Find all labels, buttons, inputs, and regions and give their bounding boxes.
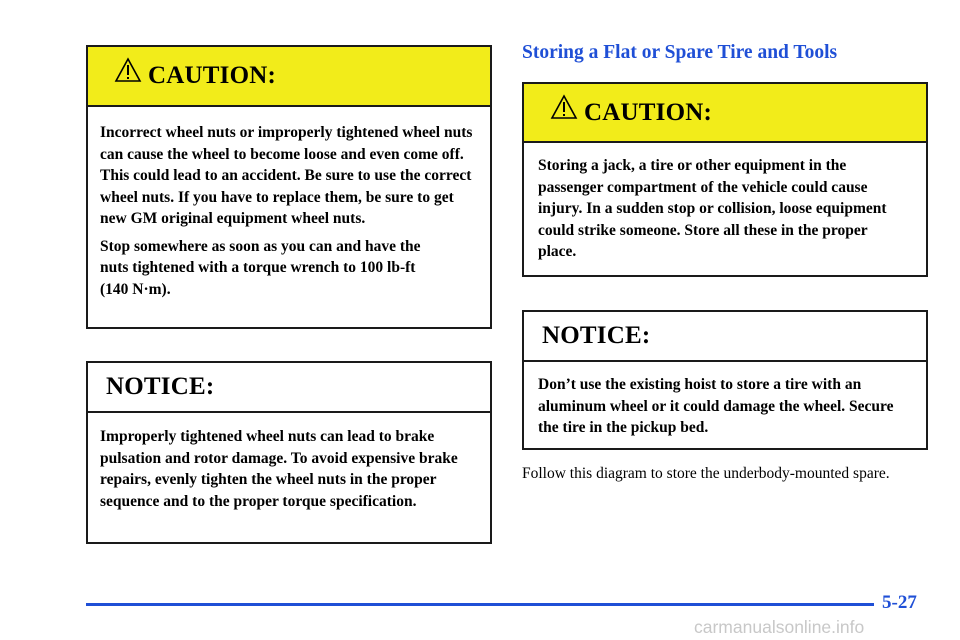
caution-paragraph: Storing a jack, a tire or other equipment in the passenger compartment of the vehicle could cause injury. In a sudden stop or collision, loose equipment could strike someone. Store all these in the proper place.: [538, 157, 887, 260]
footer-rule: [86, 603, 874, 606]
caution-body: [524, 143, 926, 263]
caution-heading: CAUTION:: [584, 98, 712, 126]
hoist-notice-box: [522, 310, 928, 450]
notice-heading: NOTICE:: [542, 322, 651, 349]
notice-heading: NOTICE:: [106, 373, 215, 400]
caution-paragraph: Incorrect wheel nuts or improperly tightened wheel nuts can cause the wheel to become loose and even come off. This could lead to an accident. Be sure to use the correct wheel nuts. If you have to replace them, be sure to get new GM original equipment wheel nuts.: [100, 124, 473, 227]
section-title: Storing a Flat or Spare Tire and Tools: [522, 42, 838, 63]
notice-header: [524, 312, 926, 362]
warning-triangle-icon: [114, 57, 142, 83]
notice-body: [524, 362, 926, 439]
notice-body: [88, 413, 490, 512]
notice-header: [88, 363, 490, 413]
notice-paragraph: Don’t use the existing hoist to store a tire with an aluminum wheel or it could damage the wheel. Secure the tire in the pickup bed.: [538, 376, 894, 436]
watermark: carmanualsonline.info: [694, 617, 865, 637]
caution-body: [88, 107, 490, 300]
warning-triangle-icon: [550, 94, 578, 120]
caution-header: [88, 47, 490, 107]
storage-caution-box: [522, 82, 928, 277]
caution-heading: CAUTION:: [148, 62, 276, 89]
brake-notice-box: [86, 361, 492, 544]
caution-header: [524, 84, 926, 143]
caution-paragraph: Stop somewhere as soon as you can and have the nuts tightened with a torque wrench to 100 lb-ft (140 N·m).: [100, 237, 421, 298]
page-number: 5-27: [882, 592, 917, 613]
diagram-instruction: Follow this diagram to store the underbody-mounted spare.: [522, 465, 890, 482]
wheel-nuts-caution-box: [86, 45, 492, 329]
notice-paragraph: Improperly tightened wheel nuts can lead to brake pulsation and rotor damage. To avoid expensive brake repairs, evenly tighten the wheel nuts in the proper sequence and to the proper torque specification.: [100, 428, 458, 510]
